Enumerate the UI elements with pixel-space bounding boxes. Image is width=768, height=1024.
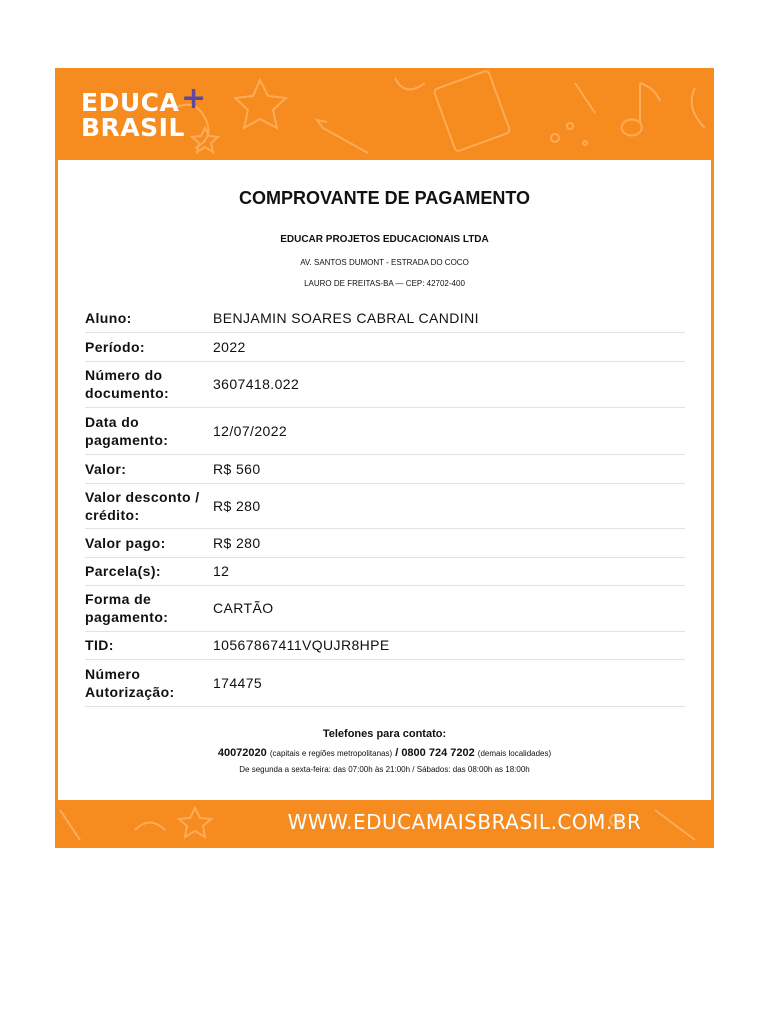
website-text: WWW.EDUCAMAISBRASIL.COM.BR: [287, 810, 642, 834]
phone-primary-note: (capitais e regiões metropolitanas): [269, 749, 393, 758]
field-value: 10567867411VQUJR8HPE: [213, 631, 685, 659]
star-doodle-icon: [235, 80, 286, 128]
field-value: R$ 280: [213, 483, 685, 528]
field-label: Valor:: [85, 454, 213, 483]
website-link[interactable]: [55, 810, 714, 834]
notebook-doodle-icon: [433, 70, 510, 152]
phone-separator: /: [395, 747, 399, 759]
field-label: Valor desconto / crédito:: [85, 483, 213, 528]
field-value: R$ 560: [213, 454, 685, 483]
table-row: [85, 454, 685, 483]
address-line-2: LAURO DE FREITAS-BA — CEP: 42702-400: [304, 279, 465, 288]
table-row: [85, 407, 685, 454]
field-label: Número do documento:: [85, 361, 213, 407]
field-label: Número Autorização:: [85, 659, 213, 706]
table-row: [85, 361, 685, 407]
header-banner: [55, 68, 714, 160]
field-value: 12/07/2022: [213, 407, 685, 454]
field-value: CARTÃO: [213, 585, 685, 631]
field-label: Parcela(s):: [85, 557, 213, 585]
table-row: [85, 557, 685, 585]
field-label: Valor pago:: [85, 528, 213, 557]
contact-hours: De segunda a sexta-feira: das 07:00h às 21:00h / Sábados: das 08:00h as 18:00h: [239, 765, 530, 774]
field-value: 12: [213, 557, 685, 585]
payment-details-table: [85, 304, 685, 707]
logo-line-1: EDUCA: [81, 88, 180, 117]
field-label: TID:: [85, 631, 213, 659]
receipt-card: [55, 68, 714, 848]
pencil-doodle-icon: [317, 120, 368, 153]
table-row: [85, 528, 685, 557]
field-value: BENJAMIN SOARES CABRAL CANDINI: [213, 304, 685, 332]
table-row: [85, 659, 685, 706]
address-line-1: AV. SANTOS DUMONT - ESTRADA DO COCO: [300, 258, 469, 267]
educa-brasil-logo[interactable]: [81, 81, 207, 142]
phone-secondary-note: (demais localidades): [477, 749, 552, 758]
page-title: COMPROVANTE DE PAGAMENTO: [238, 188, 530, 208]
field-value: 174475: [213, 659, 685, 706]
company-name: EDUCAR PROJETOS EDUCACIONAIS LTDA: [280, 234, 489, 245]
field-label: Forma de pagamento:: [85, 585, 213, 631]
field-label: Data do pagamento:: [85, 407, 213, 454]
table-row: [85, 483, 685, 528]
table-row: [85, 304, 685, 332]
contact-heading: Telefones para contato:: [322, 728, 447, 740]
field-label: Período:: [85, 332, 213, 361]
table-row: [85, 631, 685, 659]
phone-secondary[interactable]: 0800 724 7202: [401, 747, 475, 759]
logo-line-2: BRASIL: [81, 113, 185, 142]
phone-primary[interactable]: 40072020: [217, 747, 267, 759]
field-value: 2022: [213, 332, 685, 361]
music-note-doodle-icon: [622, 83, 660, 135]
field-label: Aluno:: [85, 304, 213, 332]
contact-phones: [58, 747, 711, 759]
field-value: R$ 280: [213, 528, 685, 557]
field-value: 3607418.022: [213, 361, 685, 407]
table-row: [85, 332, 685, 361]
table-row: [85, 585, 685, 631]
footer-banner: [55, 800, 714, 848]
logo-plus: +: [181, 81, 207, 116]
receipt-content: [58, 160, 711, 800]
